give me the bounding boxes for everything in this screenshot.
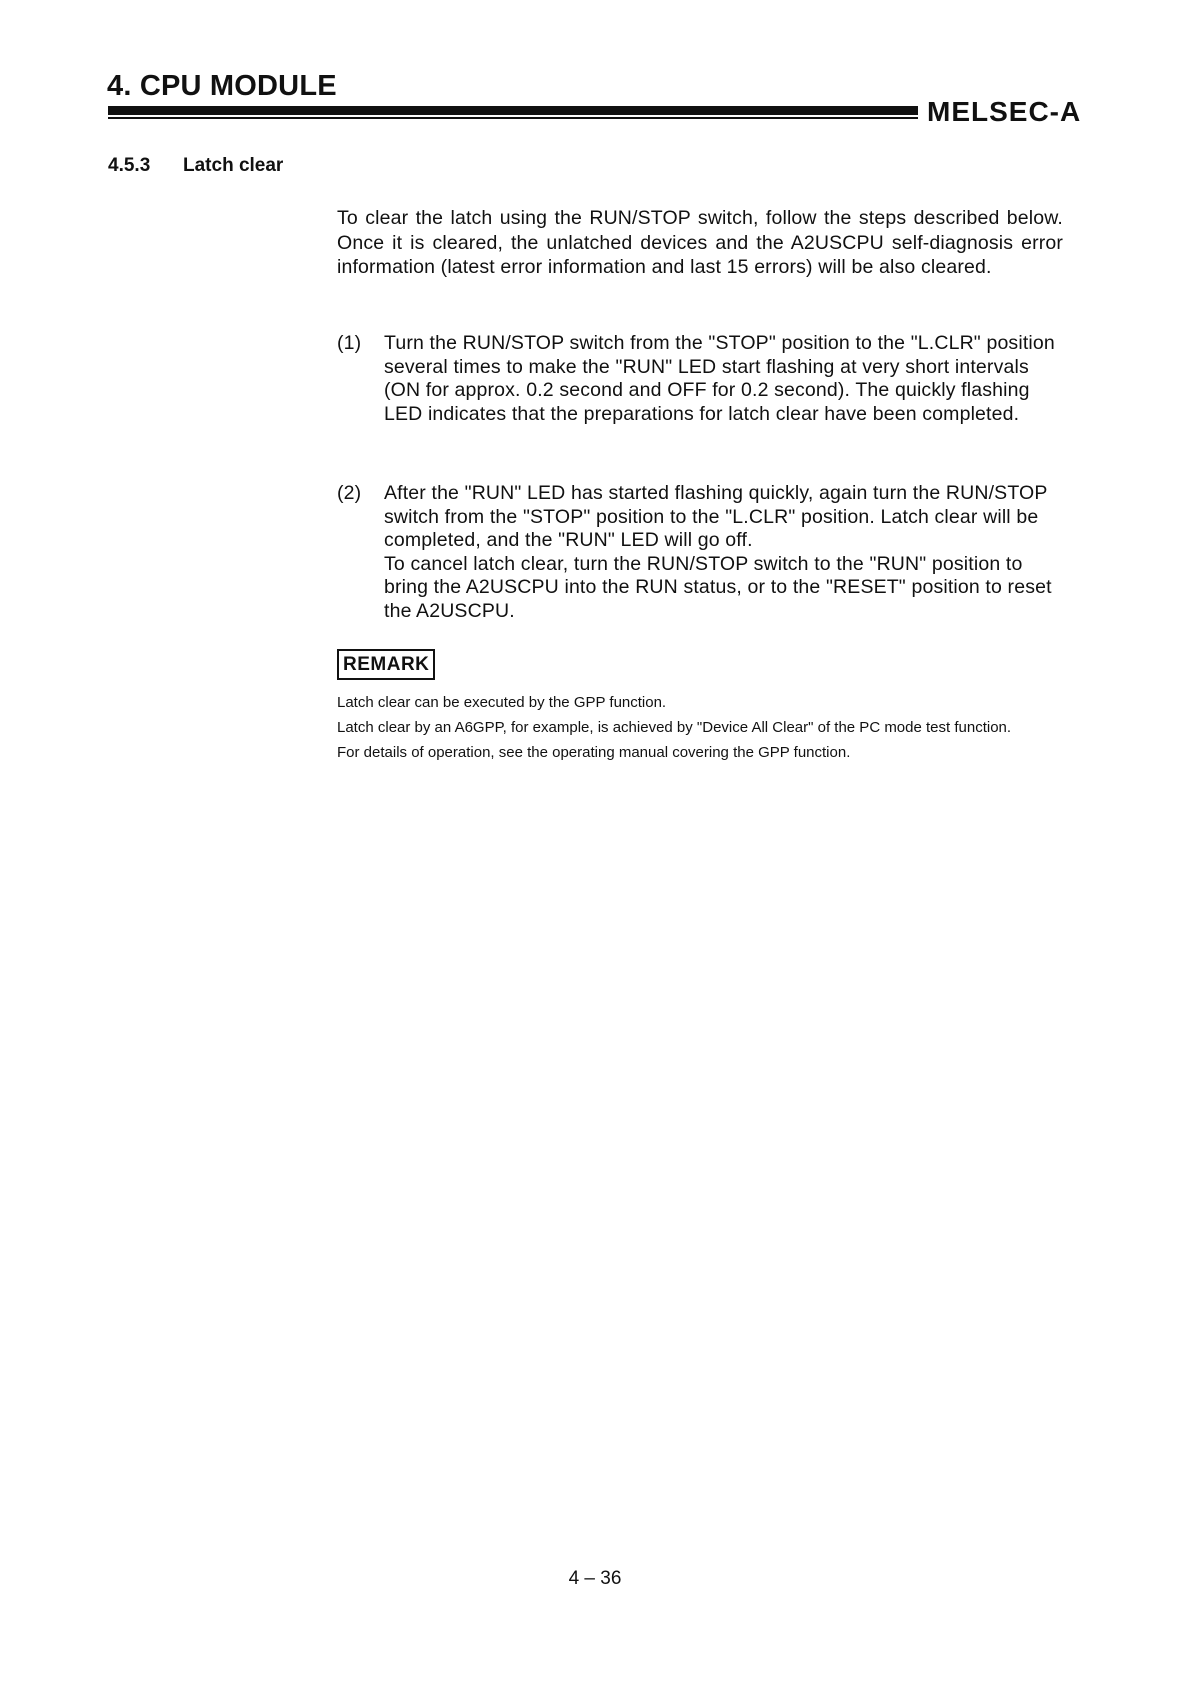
section-heading (108, 155, 283, 177)
step-content (384, 482, 1063, 623)
step-text: After the "RUN" LED has started flashing quickly, again turn the RUN/STOP switch from the "STOP" position to the "L.CLR" position. Latch clear will be completed, and the "RUN" LED will go off. (384, 482, 1048, 551)
remark-label: REMARK (337, 649, 435, 680)
remark-line: Latch clear can be executed by the GPP function. (337, 694, 667, 711)
step-text-cancel: To cancel latch clear, turn the RUN/STOP switch to the "RUN" position to bring the A2USCPU into the RUN status, or to the "RESET" position to reset the A2USCPU. (384, 552, 1052, 622)
section-number: 4.5.3 (108, 155, 151, 176)
brand-title: MELSEC-A (927, 96, 1082, 127)
section-title: Latch clear (183, 155, 284, 176)
step-label: (1) (337, 332, 362, 354)
remark-text (337, 690, 1077, 765)
remark-line: For details of operation, see the operating manual covering the GPP function. (337, 744, 851, 761)
intro-paragraph: To clear the latch using the RUN/STOP switch, follow the steps described below. Once it is cleared, the unlatched devices and the A2USCPU self-diagnosis error information (latest error information and last 15 errors) will be also cleared. (337, 207, 1063, 278)
header-rule (108, 106, 918, 115)
step-text: Turn the RUN/STOP switch from the "STOP" position to the "L.CLR" position several times to make the "RUN" LED start flashing at very short intervals (ON for approx. 0.2 second and OFF for 0.2 second). The quickly flashing LED indicates that the preparations for latch clear have been completed. (384, 332, 1055, 425)
chapter-title: 4. CPU MODULE (107, 70, 337, 102)
page-number: 4 – 36 (568, 1568, 622, 1589)
header-rule-thin (108, 117, 918, 119)
remark-line: Latch clear by an A6GPP, for example, is achieved by "Device All Clear" of the PC mode test function. (337, 719, 1012, 736)
step-label: (2) (337, 482, 362, 504)
step-item (337, 332, 1063, 426)
step-item (337, 482, 1063, 623)
